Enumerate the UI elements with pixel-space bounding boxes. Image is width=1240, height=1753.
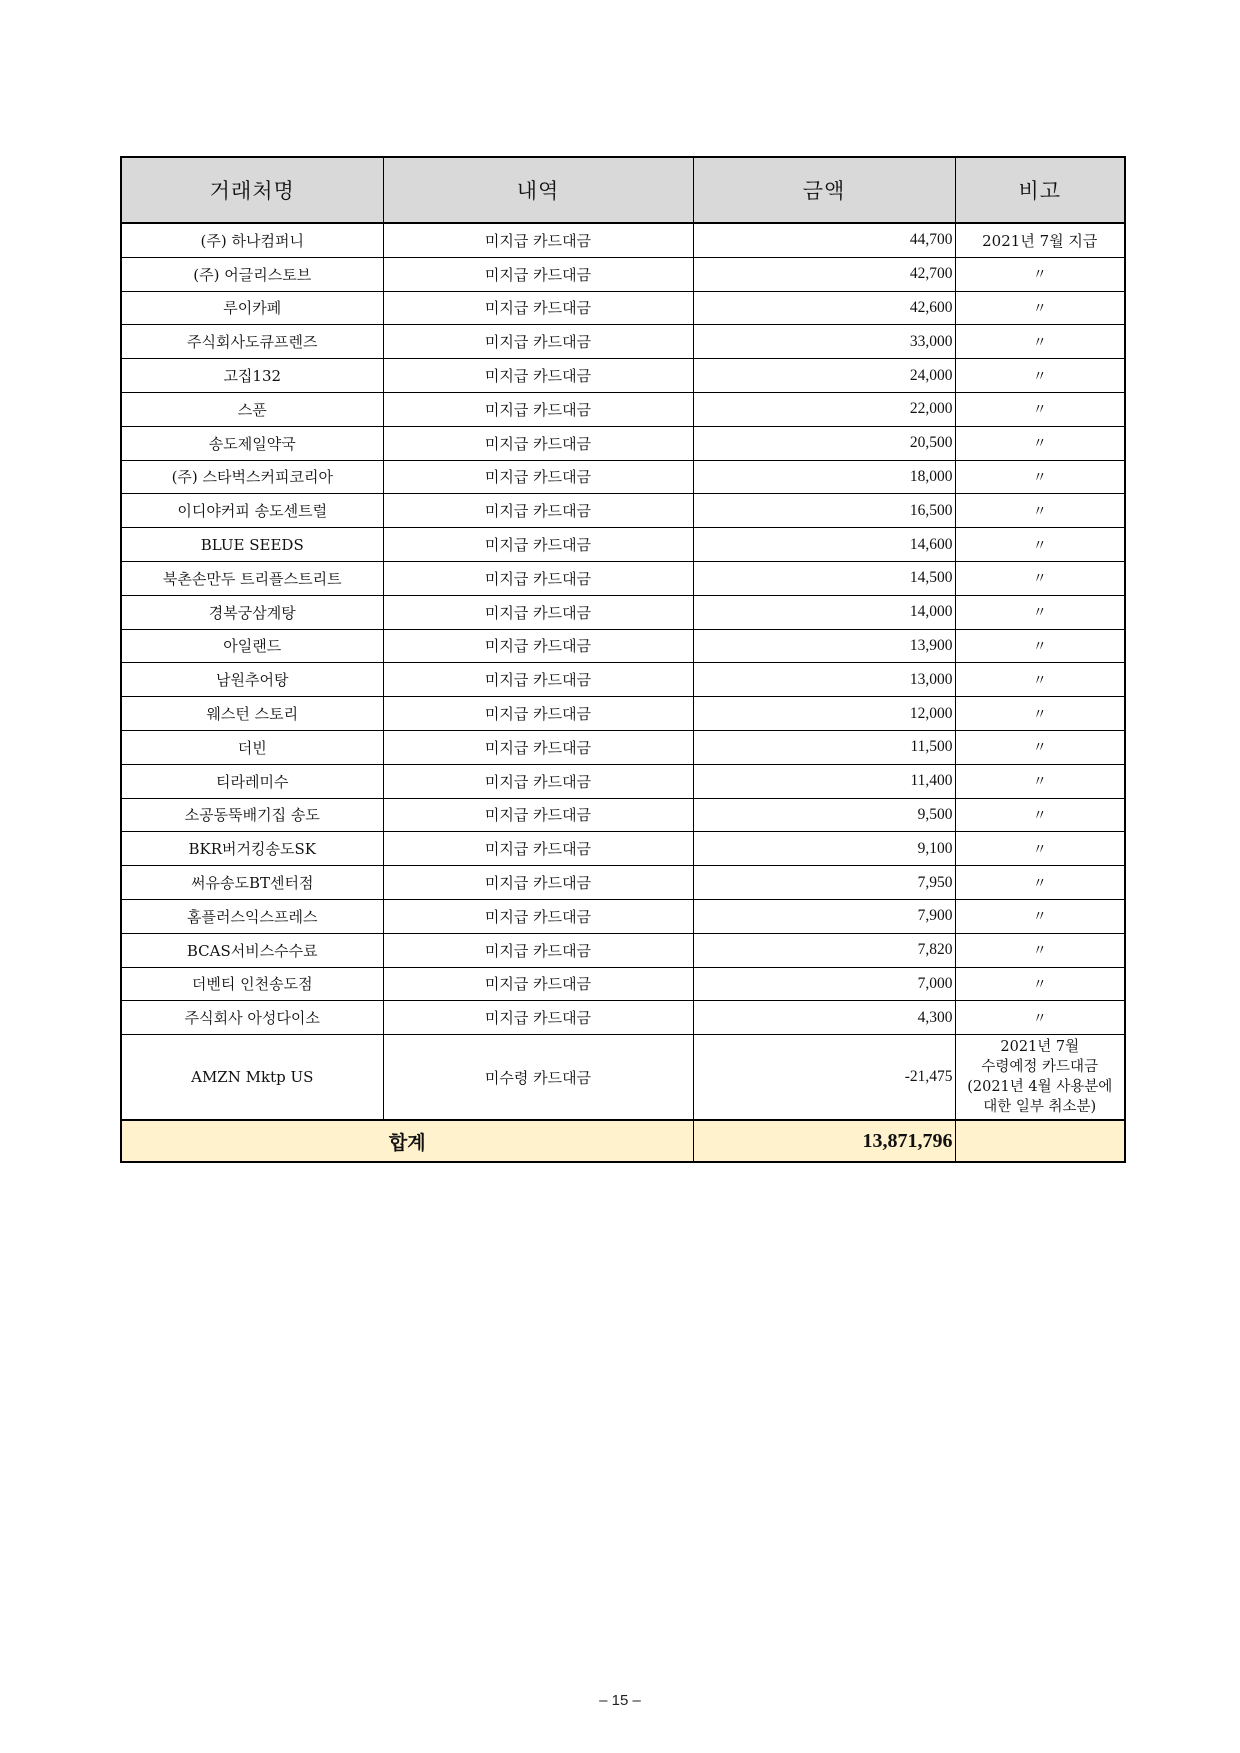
table-row <box>121 528 1125 562</box>
vendor-cell: 더빈 <box>121 730 383 764</box>
amount-cell: 13,900 <box>693 629 955 663</box>
table-row <box>121 730 1125 764</box>
description-cell: 미지급 카드대금 <box>383 561 693 595</box>
remark-cell: 〃 <box>955 595 1125 629</box>
total-label: 합계 <box>121 1120 693 1162</box>
amount-cell: 7,950 <box>693 866 955 900</box>
amount-cell: 14,000 <box>693 595 955 629</box>
remark-cell: 〃 <box>955 460 1125 494</box>
header-amount: 금액 <box>693 157 955 223</box>
table-row <box>121 967 1125 1001</box>
amount-cell: 24,000 <box>693 359 955 393</box>
description-cell: 미지급 카드대금 <box>383 967 693 1001</box>
vendor-cell: (주) 하나컴퍼니 <box>121 223 383 257</box>
page-number: – 15 – <box>599 1692 641 1709</box>
remark-cell: 〃 <box>955 392 1125 426</box>
amount-cell: 42,600 <box>693 291 955 325</box>
remark-cell: 〃 <box>955 257 1125 291</box>
vendor-cell: 주식회사도큐프렌즈 <box>121 325 383 359</box>
vendor-cell: 써유송도BT센터점 <box>121 866 383 900</box>
table-row <box>121 325 1125 359</box>
remark-cell: 〃 <box>955 899 1125 933</box>
total-remark <box>955 1120 1125 1162</box>
vendor-cell: (주) 어글리스토브 <box>121 257 383 291</box>
vendor-cell: 고집132 <box>121 359 383 393</box>
vendor-cell: 웨스턴 스토리 <box>121 697 383 731</box>
vendor-cell: 이디야커피 송도센트럴 <box>121 494 383 528</box>
table-row <box>121 359 1125 393</box>
description-cell: 미지급 카드대금 <box>383 392 693 426</box>
amount-cell: 7,820 <box>693 933 955 967</box>
total-row <box>121 1120 1125 1162</box>
table-row <box>121 933 1125 967</box>
description-cell: 미지급 카드대금 <box>383 595 693 629</box>
description-cell: 미지급 카드대금 <box>383 730 693 764</box>
amount-cell: 12,000 <box>693 697 955 731</box>
amount-cell: 14,500 <box>693 561 955 595</box>
description-cell: 미지급 카드대금 <box>383 663 693 697</box>
table-row <box>121 257 1125 291</box>
description-cell: 미지급 카드대금 <box>383 933 693 967</box>
amount-cell: 33,000 <box>693 325 955 359</box>
table-row <box>121 764 1125 798</box>
table-row <box>121 866 1125 900</box>
amount-cell: 7,000 <box>693 967 955 1001</box>
vendor-cell: 홈플러스익스프레스 <box>121 899 383 933</box>
vendor-cell: 티라레미수 <box>121 764 383 798</box>
table-row <box>121 426 1125 460</box>
amount-cell: 7,900 <box>693 899 955 933</box>
header-remark: 비고 <box>955 157 1125 223</box>
description-cell: 미지급 카드대금 <box>383 359 693 393</box>
table-row <box>121 832 1125 866</box>
amount-cell: 11,400 <box>693 764 955 798</box>
amount-cell: 11,500 <box>693 730 955 764</box>
amount-cell: 18,000 <box>693 460 955 494</box>
amount-cell: 9,500 <box>693 798 955 832</box>
description-cell: 미지급 카드대금 <box>383 697 693 731</box>
description-cell: 미지급 카드대금 <box>383 257 693 291</box>
vendor-cell: BCAS서비스수수료 <box>121 933 383 967</box>
remark-line: 수령예정 카드대금 <box>981 1059 1099 1076</box>
vendor-cell: 루이카페 <box>121 291 383 325</box>
vendor-cell: 송도제일약국 <box>121 426 383 460</box>
remark-cell: 〃 <box>955 528 1125 562</box>
description-cell: 미수령 카드대금 <box>383 1035 693 1121</box>
remark-cell: 〃 <box>955 764 1125 798</box>
table-row <box>121 291 1125 325</box>
amount-cell: 44,700 <box>693 223 955 257</box>
total-amount: 13,871,796 <box>693 1120 955 1162</box>
ledger-table <box>120 156 1126 1163</box>
vendor-cell: BLUE SEEDS <box>121 528 383 562</box>
remark-cell <box>955 1035 1125 1121</box>
remark-cell: 〃 <box>955 325 1125 359</box>
vendor-cell: 경복궁삼계탕 <box>121 595 383 629</box>
remark-line: (2021년 4월 사용분에 <box>967 1079 1113 1096</box>
description-cell: 미지급 카드대금 <box>383 629 693 663</box>
description-cell: 미지급 카드대금 <box>383 832 693 866</box>
amount-cell: 4,300 <box>693 1001 955 1035</box>
vendor-cell: BKR버거킹송도SK <box>121 832 383 866</box>
description-cell: 미지급 카드대금 <box>383 223 693 257</box>
remark-cell: 〃 <box>955 629 1125 663</box>
remark-cell: 〃 <box>955 663 1125 697</box>
table-row <box>121 561 1125 595</box>
remark-line: 대한 일부 취소분) <box>983 1099 1097 1116</box>
amount-cell: 42,700 <box>693 257 955 291</box>
amount-cell: -21,475 <box>693 1035 955 1121</box>
vendor-cell: 주식회사 아성다이소 <box>121 1001 383 1035</box>
description-cell: 미지급 카드대금 <box>383 494 693 528</box>
amount-cell: 16,500 <box>693 494 955 528</box>
remark-cell: 〃 <box>955 494 1125 528</box>
table-row <box>121 899 1125 933</box>
vendor-cell: 아일랜드 <box>121 629 383 663</box>
vendor-cell: (주) 스타벅스커피코리아 <box>121 460 383 494</box>
remark-cell: 〃 <box>955 291 1125 325</box>
description-cell: 미지급 카드대금 <box>383 798 693 832</box>
remark-cell: 〃 <box>955 359 1125 393</box>
vendor-cell: 더벤티 인천송도점 <box>121 967 383 1001</box>
table-row <box>121 494 1125 528</box>
table-row <box>121 697 1125 731</box>
description-cell: 미지급 카드대금 <box>383 528 693 562</box>
remark-line: 2021년 7월 <box>1000 1039 1080 1056</box>
vendor-cell: 북촌손만두 트리플스트리트 <box>121 561 383 595</box>
description-cell: 미지급 카드대금 <box>383 866 693 900</box>
table-row <box>121 460 1125 494</box>
table-row <box>121 223 1125 257</box>
description-cell: 미지급 카드대금 <box>383 764 693 798</box>
remark-cell: 〃 <box>955 832 1125 866</box>
table-body <box>121 223 1125 1162</box>
description-cell: 미지급 카드대금 <box>383 291 693 325</box>
header-row <box>121 157 1125 223</box>
remark-cell: 〃 <box>955 866 1125 900</box>
amount-cell: 22,000 <box>693 392 955 426</box>
remark-cell: 〃 <box>955 1001 1125 1035</box>
remark-cell: 2021년 7월 지급 <box>955 223 1125 257</box>
remark-cell: 〃 <box>955 561 1125 595</box>
header-vendor: 거래처명 <box>121 157 383 223</box>
amount-cell: 9,100 <box>693 832 955 866</box>
vendor-cell: 소공동뚝배기집 송도 <box>121 798 383 832</box>
remark-cell: 〃 <box>955 697 1125 731</box>
remark-cell: 〃 <box>955 730 1125 764</box>
amount-cell: 13,000 <box>693 663 955 697</box>
vendor-cell: AMZN Mktp US <box>121 1035 383 1121</box>
table-row <box>121 595 1125 629</box>
amount-cell: 14,600 <box>693 528 955 562</box>
remark-cell: 〃 <box>955 967 1125 1001</box>
table-row <box>121 1035 1125 1121</box>
vendor-cell: 남원추어탕 <box>121 663 383 697</box>
table-row <box>121 1001 1125 1035</box>
description-cell: 미지급 카드대금 <box>383 426 693 460</box>
remark-cell: 〃 <box>955 933 1125 967</box>
description-cell: 미지급 카드대금 <box>383 460 693 494</box>
table-row <box>121 663 1125 697</box>
table-row <box>121 392 1125 426</box>
remark-cell: 〃 <box>955 798 1125 832</box>
table-row <box>121 629 1125 663</box>
header-description: 내역 <box>383 157 693 223</box>
remark-cell: 〃 <box>955 426 1125 460</box>
amount-cell: 20,500 <box>693 426 955 460</box>
description-cell: 미지급 카드대금 <box>383 899 693 933</box>
description-cell: 미지급 카드대금 <box>383 1001 693 1035</box>
description-cell: 미지급 카드대금 <box>383 325 693 359</box>
table-row <box>121 798 1125 832</box>
vendor-cell: 스푼 <box>121 392 383 426</box>
